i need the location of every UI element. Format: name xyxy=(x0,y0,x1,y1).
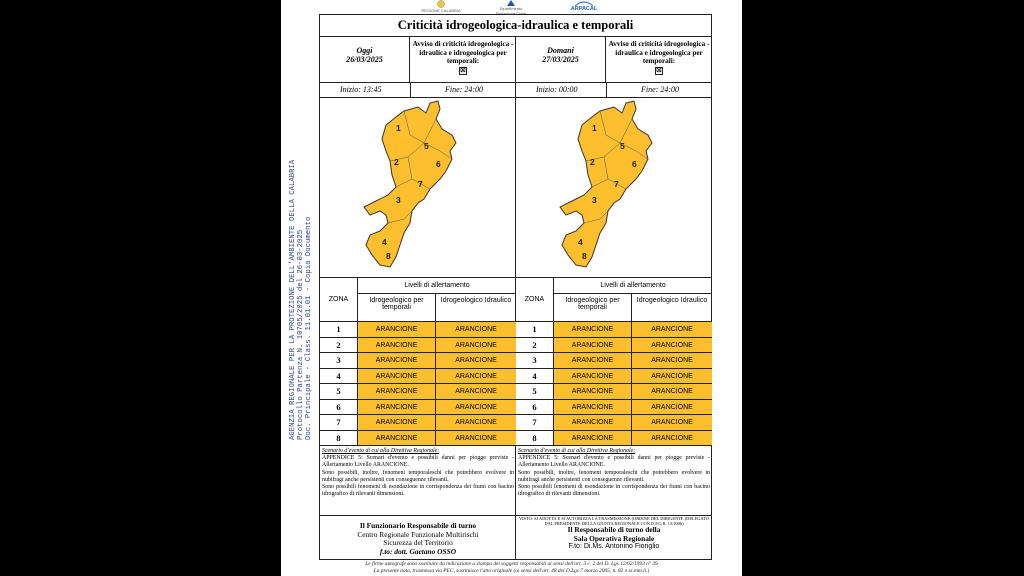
tomorrow-panel xyxy=(516,36,712,560)
level-temporali: ARANCIONE xyxy=(554,338,632,353)
scenario-text: Scenario d'evento di cui alla Direttiva Regionale: APPENDICE 5: Scenari d'evento e possibili danni per piogge previste - Allertamento Livello ARANCIONE. Sono possibili, inoltre, fenomeni temporaleschi che potrebbero evolvere in nubifragi anche persistenti con conseguenze rilevanti. Sono possibili fenomeni di esondazione in corrispondenza dei fiumi con bacino idrografico di rilevanti dimensioni. xyxy=(320,447,516,516)
svg-text:2: 2 xyxy=(394,157,399,167)
zone-number: 1 xyxy=(320,322,358,337)
protezione-civile-logo: Dipartimento Protezione Civile xyxy=(491,0,531,16)
svg-text:6: 6 xyxy=(436,159,441,169)
table-row xyxy=(320,431,516,447)
svg-text:4: 4 xyxy=(578,237,583,247)
end-time: Fine: 24:00 xyxy=(445,85,483,94)
svg-text:8: 8 xyxy=(386,251,391,261)
level-idraulico: ARANCIONE xyxy=(632,415,712,430)
level-temporali: ARANCIONE xyxy=(358,431,436,446)
regione-calabria-logo: REGIONE CALABRIA xyxy=(416,0,466,13)
table-row xyxy=(516,322,712,338)
end-time: Fine: 24:00 xyxy=(641,85,679,94)
table-row xyxy=(516,415,712,431)
signature-left: Il Funzionario Responsabile di turno Centro Regionale Funzionale Multirischi Sicurezza del Territorio f.to: dott. Gaetano OSSO xyxy=(357,521,479,556)
level-temporali: ARANCIONE xyxy=(554,322,632,337)
today-panel xyxy=(320,36,516,560)
svg-text:7: 7 xyxy=(614,179,619,189)
protocol-stamp: AGENZIA REGIONALE PER LA PROTEZIONE DELL'AMBIENTE DELLA CALABRIA Protocollo Partenza N. 10705/2025 del 26-03-2025 Doc. Principale - Class. 11.01.01 - Copia Documento xyxy=(289,159,313,440)
scenario-text: Scenario d'evento di cui alla Direttiva Regionale: APPENDICE 5: Scenari d'evento e possibili danni per piogge previste - Allertamento Livello ARANCIONE. Sono possibili, inoltre, fenomeni temporaleschi che potrebbero evolvere in nubifragi anche persistenti con conseguenze rilevanti. Sono possibili fenomeni di esondazione in corrispondenza dei fiumi con bacino idrografico di rilevanti dimensioni. xyxy=(516,447,712,516)
warning-checkbox: ☒ xyxy=(460,67,466,74)
table-row xyxy=(516,353,712,369)
level-temporali: ARANCIONE xyxy=(358,353,436,368)
zone-number: 4 xyxy=(516,369,554,384)
signature-right: VISTO: SI ADOTTA E SI AUTORIZZA LA TRASMISSIONE (ORDINE DEL DIRIGENTE (DELEGATO DAL PRESIDENTE DELLA GIUNTA REGIONALE CON D.P.G.R. 13/2006) Il Responsabile di turno della Sala Operativa Regionale F.to: Di.Ms. Antonino Fioriglio xyxy=(518,516,710,550)
svg-text:7: 7 xyxy=(418,179,423,189)
time-row xyxy=(320,83,516,98)
table-row xyxy=(320,338,516,354)
svg-text:2: 2 xyxy=(590,157,595,167)
level-temporali: ARANCIONE xyxy=(554,384,632,399)
warning-cell: Avviso di criticità idrogeologica - idraulica e idrogeologica per temporali: ☒ xyxy=(410,36,516,83)
table-row xyxy=(516,384,712,400)
logo-bar xyxy=(281,0,742,14)
legal-footer: Le firme autografe sono sostituite da indicazione a stampa dei soggetti responsabili ai sensi dell'art. 3 c. 2 del D. Lgs 12/02/1993 n° 39 La presente nota, trasmessa via PEC, sostituisce l'atto originale (ai sensi dell'art. 48 del D.Lgs 7 marzo 2005, n. 82 e ss.mm.ii.) xyxy=(365,561,658,574)
table-row xyxy=(516,431,712,447)
level-idraulico: ARANCIONE xyxy=(436,384,516,399)
level-idraulico: ARANCIONE xyxy=(632,400,712,415)
warning-cell: Avviso di criticità idrogeologica - idraulica e idrogeologica per temporali: ☒ xyxy=(606,36,712,83)
zone-number: 8 xyxy=(320,431,358,446)
zone-number: 2 xyxy=(320,338,358,353)
level-temporali: ARANCIONE xyxy=(358,322,436,337)
date-cell: Domani 27/03/2025 xyxy=(516,36,606,83)
zone-number: 7 xyxy=(320,415,358,430)
level-temporali: ARANCIONE xyxy=(358,415,436,430)
bulletin-frame xyxy=(319,14,712,560)
zone-number: 6 xyxy=(320,400,358,415)
table-row xyxy=(320,400,516,416)
start-time: Inizio: 13:45 xyxy=(340,85,382,94)
table-row xyxy=(516,400,712,416)
zone-number: 6 xyxy=(516,400,554,415)
warning-checkbox: ☒ xyxy=(656,67,662,74)
table-row xyxy=(320,415,516,431)
zone-number: 1 xyxy=(516,322,554,337)
level-temporali: ARANCIONE xyxy=(358,400,436,415)
level-idraulico: ARANCIONE xyxy=(436,353,516,368)
table-row xyxy=(516,338,712,354)
level-idraulico: ARANCIONE xyxy=(436,431,516,446)
bulletin-title: Criticità idrogeologica-idraulica e temporali xyxy=(320,15,711,37)
level-temporali: ARANCIONE xyxy=(554,400,632,415)
table-row xyxy=(320,322,516,338)
table-header: ZONA Livelli di allertamento Idrogeologico per temporali Idrogeologico Idraulico xyxy=(320,277,516,322)
zone-number: 2 xyxy=(516,338,554,353)
zone-number: 3 xyxy=(516,353,554,368)
level-temporali: ARANCIONE xyxy=(554,353,632,368)
date-cell: Oggi 26/03/2025 xyxy=(320,36,410,83)
level-idraulico: ARANCIONE xyxy=(436,369,516,384)
svg-text:3: 3 xyxy=(396,195,401,205)
level-idraulico: ARANCIONE xyxy=(632,384,712,399)
time-row xyxy=(516,83,712,98)
level-idraulico: ARANCIONE xyxy=(632,338,712,353)
level-idraulico: ARANCIONE xyxy=(436,338,516,353)
zone-number: 4 xyxy=(320,369,358,384)
arpacal-logo: ARPACAL xyxy=(559,0,609,12)
svg-text:4: 4 xyxy=(382,237,387,247)
table-header: ZONA Livelli di allertamento Idrogeologico per temporali Idrogeologico Idraulico xyxy=(516,277,712,322)
level-idraulico: ARANCIONE xyxy=(632,322,712,337)
level-idraulico: ARANCIONE xyxy=(436,400,516,415)
level-temporali: ARANCIONE xyxy=(358,384,436,399)
calabria-map-graphic xyxy=(556,99,672,275)
svg-text:1: 1 xyxy=(396,123,401,133)
level-temporali: ARANCIONE xyxy=(554,415,632,430)
level-temporali: ARANCIONE xyxy=(554,369,632,384)
zone-number: 8 xyxy=(516,431,554,446)
zone-number: 5 xyxy=(320,384,358,399)
level-idraulico: ARANCIONE xyxy=(436,415,516,430)
svg-text:3: 3 xyxy=(592,195,597,205)
level-temporali: ARANCIONE xyxy=(358,338,436,353)
zone-number: 3 xyxy=(320,353,358,368)
document-page xyxy=(281,0,742,576)
svg-text:5: 5 xyxy=(424,141,429,151)
level-idraulico: ARANCIONE xyxy=(632,353,712,368)
table-row xyxy=(516,369,712,385)
table-row xyxy=(320,353,516,369)
level-idraulico: ARANCIONE xyxy=(632,431,712,446)
level-idraulico: ARANCIONE xyxy=(632,369,712,384)
level-temporali: ARANCIONE xyxy=(554,431,632,446)
svg-text:5: 5 xyxy=(620,141,625,151)
calabria-map-graphic xyxy=(360,99,476,275)
calabria-map xyxy=(320,97,516,278)
table-row xyxy=(320,369,516,385)
svg-text:8: 8 xyxy=(582,251,587,261)
svg-text:6: 6 xyxy=(632,159,637,169)
level-temporali: ARANCIONE xyxy=(358,369,436,384)
table-row xyxy=(320,384,516,400)
svg-text:1: 1 xyxy=(592,123,597,133)
level-idraulico: ARANCIONE xyxy=(436,322,516,337)
calabria-map xyxy=(516,97,712,278)
zone-number: 7 xyxy=(516,415,554,430)
zone-number: 5 xyxy=(516,384,554,399)
start-time: Inizio: 00:00 xyxy=(536,85,578,94)
